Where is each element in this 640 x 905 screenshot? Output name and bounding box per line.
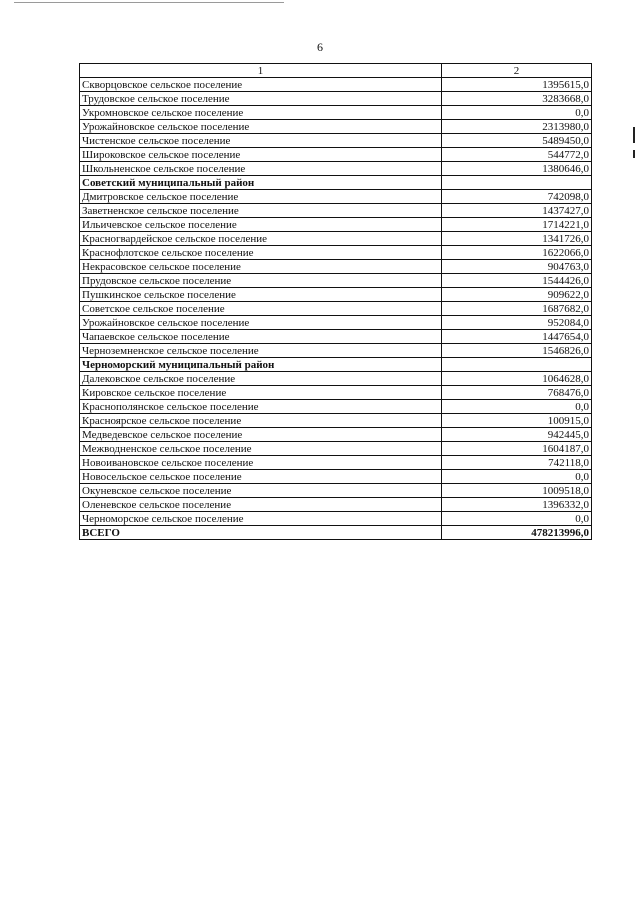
settlement-name-cell: Советский муниципальный район (80, 176, 442, 190)
settlement-name-cell: Заветненское сельское поселение (80, 204, 442, 218)
page-number: 6 (317, 40, 323, 54)
table-row (80, 400, 592, 414)
table-row (80, 456, 592, 470)
table-row (80, 218, 592, 232)
settlement-name-cell: Краснофлотское сельское поселение (80, 246, 442, 260)
group-row (80, 358, 592, 372)
settlement-name-cell: Трудовское сельское поселение (80, 92, 442, 106)
amount-cell: 1341726,0 (442, 232, 592, 246)
scan-mark (633, 150, 635, 158)
settlement-name-cell: Оленевское сельское поселение (80, 498, 442, 512)
amount-cell: 544772,0 (442, 148, 592, 162)
settlement-name-cell: Дмитровское сельское поселение (80, 190, 442, 204)
amount-cell: 942445,0 (442, 428, 592, 442)
table-row (80, 344, 592, 358)
table-row (80, 498, 592, 512)
group-row (80, 176, 592, 190)
table-row (80, 148, 592, 162)
settlement-name-cell: Далековское сельское поселение (80, 372, 442, 386)
amount-cell: 0,0 (442, 512, 592, 526)
amount-cell: 1437427,0 (442, 204, 592, 218)
amount-cell: 0,0 (442, 400, 592, 414)
table-row (80, 428, 592, 442)
table-row (80, 232, 592, 246)
settlement-name-cell: Скворцовское сельское поселение (80, 78, 442, 92)
total-row (80, 526, 592, 540)
table-row (80, 386, 592, 400)
settlement-name-cell: Укромновское сельское поселение (80, 106, 442, 120)
amount-cell: 100915,0 (442, 414, 592, 428)
amount-cell: 0,0 (442, 106, 592, 120)
settlement-name-cell: Широковское сельское поселение (80, 148, 442, 162)
settlement-name-cell: Окуневское сельское поселение (80, 484, 442, 498)
amount-cell: 0,0 (442, 470, 592, 484)
scan-mark (633, 127, 635, 143)
table-row (80, 190, 592, 204)
amount-cell: 904763,0 (442, 260, 592, 274)
amount-cell: 1009518,0 (442, 484, 592, 498)
settlement-name-cell: Некрасовское сельское поселение (80, 260, 442, 274)
table-row (80, 78, 592, 92)
amount-cell: 1396332,0 (442, 498, 592, 512)
scan-edge-line (14, 2, 284, 3)
settlement-name-cell: Черноморское сельское поселение (80, 512, 442, 526)
settlement-name-cell: Урожайновское сельское поселение (80, 120, 442, 134)
settlement-name-cell: Кировское сельское поселение (80, 386, 442, 400)
amount-cell: 1714221,0 (442, 218, 592, 232)
table-row (80, 204, 592, 218)
table-row (80, 288, 592, 302)
table-row (80, 260, 592, 274)
amount-cell: 742118,0 (442, 456, 592, 470)
amount-cell: 1546826,0 (442, 344, 592, 358)
settlement-name-cell: Межводненское сельское поселение (80, 442, 442, 456)
table-header-row (80, 64, 592, 78)
table-row (80, 316, 592, 330)
settlement-name-cell: Новосельское сельское поселение (80, 470, 442, 484)
table-row (80, 246, 592, 260)
settlement-name-cell: Красноярское сельское поселение (80, 414, 442, 428)
settlement-name-cell: Черноземненское сельское поселение (80, 344, 442, 358)
amount-cell (442, 358, 592, 372)
settlement-name-cell: Ильичевское сельское поселение (80, 218, 442, 232)
table-row (80, 302, 592, 316)
table-row (80, 92, 592, 106)
amount-cell: 5489450,0 (442, 134, 592, 148)
amount-cell: 1687682,0 (442, 302, 592, 316)
amount-cell: 1380646,0 (442, 162, 592, 176)
table-row (80, 372, 592, 386)
table-row (80, 442, 592, 456)
settlement-name-cell: ВСЕГО (80, 526, 442, 540)
table-row (80, 414, 592, 428)
amount-cell: 1622066,0 (442, 246, 592, 260)
column-header-1: 1 (80, 64, 442, 78)
amount-cell: 1064628,0 (442, 372, 592, 386)
table-row (80, 484, 592, 498)
amount-cell: 478213996,0 (442, 526, 592, 540)
amount-cell: 742098,0 (442, 190, 592, 204)
amount-cell: 3283668,0 (442, 92, 592, 106)
column-header-2: 2 (442, 64, 592, 78)
table-row (80, 330, 592, 344)
table-row (80, 512, 592, 526)
settlement-name-cell: Школьненское сельское поселение (80, 162, 442, 176)
settlement-name-cell: Краснополянское сельское поселение (80, 400, 442, 414)
amount-cell: 1447654,0 (442, 330, 592, 344)
settlement-name-cell: Чапаевское сельское поселение (80, 330, 442, 344)
settlement-name-cell: Новоивановское сельское поселение (80, 456, 442, 470)
settlement-name-cell: Чистенское сельское поселение (80, 134, 442, 148)
amount-cell: 1604187,0 (442, 442, 592, 456)
settlement-name-cell: Урожайновское сельское поселение (80, 316, 442, 330)
budget-table (79, 63, 592, 540)
settlement-name-cell: Черноморский муниципальный район (80, 358, 442, 372)
amount-cell: 1544426,0 (442, 274, 592, 288)
amount-cell: 952084,0 (442, 316, 592, 330)
table-row (80, 470, 592, 484)
table-row (80, 274, 592, 288)
settlement-name-cell: Пушкинское сельское поселение (80, 288, 442, 302)
amount-cell: 768476,0 (442, 386, 592, 400)
settlement-name-cell: Прудовское сельское поселение (80, 274, 442, 288)
amount-cell (442, 176, 592, 190)
amount-cell: 1395615,0 (442, 78, 592, 92)
settlement-name-cell: Красногвардейское сельское поселение (80, 232, 442, 246)
settlement-name-cell: Медведевское сельское поселение (80, 428, 442, 442)
amount-cell: 2313980,0 (442, 120, 592, 134)
settlement-name-cell: Советское сельское поселение (80, 302, 442, 316)
table-row (80, 162, 592, 176)
table-row (80, 134, 592, 148)
table-row (80, 120, 592, 134)
table-row (80, 106, 592, 120)
amount-cell: 909622,0 (442, 288, 592, 302)
